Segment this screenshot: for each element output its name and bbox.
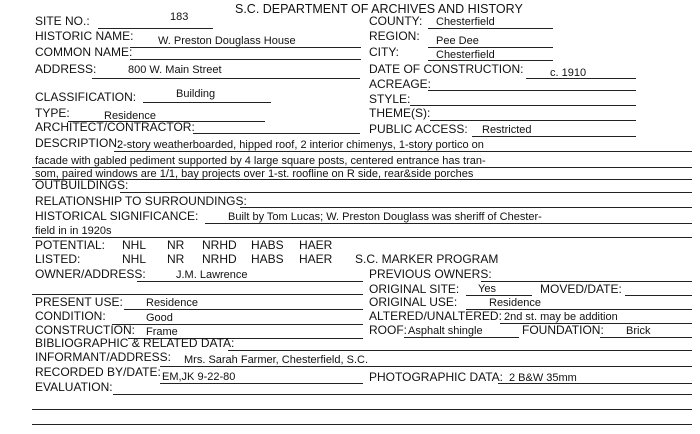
foundation-label: FOUNDATION: xyxy=(522,323,604,337)
original-site-value: Yes xyxy=(478,283,496,295)
description-label: DESCRIPTION: xyxy=(35,136,121,150)
public-access-line xyxy=(472,136,636,137)
owner-address-label: OWNER/ADDRESS: xyxy=(35,267,146,281)
architect-line xyxy=(193,133,360,134)
address-line xyxy=(92,78,360,79)
original-site-line xyxy=(466,295,532,296)
acreage-label: ACREAGE: xyxy=(369,77,432,91)
common-name-line xyxy=(130,59,361,60)
moved-date-label: MOVED/DATE: xyxy=(540,282,622,296)
altered-label: ALTERED/UNALTERED: xyxy=(369,309,502,323)
foundation-value: Brick xyxy=(626,325,651,337)
historical-significance-rule-1 xyxy=(205,223,692,224)
themes-line xyxy=(430,120,636,121)
city-line xyxy=(428,60,553,61)
listed-nr: NR xyxy=(167,252,185,266)
roof-value: Asphalt shingle xyxy=(408,325,483,337)
description-line-3: som, paired windows are 1/1, bay projects over 1-st. roofline on R side, rear&side porches xyxy=(35,168,474,180)
themes-label: THEME(S): xyxy=(369,106,431,120)
description-line-2: facade with gabled pediment supported by 4 large square posts, centered entrance has tran- xyxy=(35,155,486,167)
classification-line xyxy=(143,102,271,103)
foundation-line xyxy=(600,337,692,338)
owner-address-line xyxy=(137,281,363,282)
site-no-value: 183 xyxy=(170,11,189,23)
classification-value: Building xyxy=(176,88,216,100)
roof-label: ROOF: xyxy=(369,323,407,337)
listed-habs: HABS xyxy=(251,252,284,266)
outbuildings-label: OUTBUILDINGS: xyxy=(35,178,129,192)
relationship-line xyxy=(240,207,692,208)
present-use-label: PRESENT USE: xyxy=(35,295,123,309)
original-use-label: ORIGINAL USE: xyxy=(369,295,458,309)
acreage-line xyxy=(428,90,636,91)
county-value: Chesterfield xyxy=(436,16,495,28)
city-label: CITY: xyxy=(369,45,400,59)
moved-date-line xyxy=(625,295,692,296)
photographic-data-line xyxy=(498,383,692,384)
region-value: Pee Dee xyxy=(436,35,479,47)
condition-value: Good xyxy=(146,312,173,324)
outbuildings-line xyxy=(32,179,692,180)
bibliographic-label: BIBLIOGRAPHIC & RELATED DATA: xyxy=(35,336,235,350)
present-use-line xyxy=(124,309,363,310)
public-access-value: Restricted xyxy=(482,124,532,136)
potential-nhl: NHL xyxy=(122,238,147,252)
photographic-data-label: PHOTOGRAPHIC DATA: xyxy=(369,370,504,384)
recorded-by-value: EM,JK 9-22-80 xyxy=(162,371,236,383)
historic-name-value: W. Preston Douglass House xyxy=(158,35,296,47)
form-title: S.C. DEPARTMENT OF ARCHIVES AND HISTORY xyxy=(235,2,523,16)
public-access-label: PUBLIC ACCESS: xyxy=(369,122,468,136)
description-rule-1 xyxy=(114,151,692,152)
site-no-label: SITE NO.: xyxy=(35,14,90,28)
potential-haer: HAER xyxy=(299,238,333,252)
construction-value: Frame xyxy=(146,326,178,338)
previous-owners-label: PREVIOUS OWNERS: xyxy=(369,267,492,281)
outbuildings-rule xyxy=(120,192,692,193)
evaluation-line-3 xyxy=(32,424,692,425)
roof-line xyxy=(404,337,519,338)
marker-program-label: S.C. MARKER PROGRAM xyxy=(355,252,499,266)
date-of-construction-line xyxy=(526,78,636,79)
recorded-by-line xyxy=(160,383,363,384)
date-of-construction-label: DATE OF CONSTRUCTION: xyxy=(369,62,524,76)
bibliographic-line xyxy=(228,350,692,351)
common-name-label: COMMON NAME: xyxy=(35,45,133,59)
listed-nhl: NHL xyxy=(122,252,147,266)
evaluation-label: EVALUATION: xyxy=(35,380,113,394)
evaluation-line xyxy=(113,394,692,395)
potential-nrhd: NRHD xyxy=(202,238,237,252)
region-label: REGION: xyxy=(369,29,420,43)
historical-significance-line-2: field in in 1920s xyxy=(35,225,112,237)
county-label: COUNTY: xyxy=(369,14,423,28)
owner-address-value: J.M. Lawrence xyxy=(176,269,248,281)
historical-significance-label: HISTORICAL SIGNIFICANCE: xyxy=(35,209,199,223)
original-site-label: ORIGINAL SITE: xyxy=(369,282,460,296)
listed-nrhd: NRHD xyxy=(202,252,237,266)
photographic-data-value: 2 B&W 35mm xyxy=(509,372,577,384)
evaluation-line-2 xyxy=(32,409,692,410)
type-value: Residence xyxy=(104,110,156,122)
address-label: ADDRESS: xyxy=(35,62,97,76)
date-of-construction-value: c. 1910 xyxy=(550,67,587,79)
informant-value: Mrs. Sarah Farmer, Chesterfield, S.C. xyxy=(184,354,368,366)
listed-label: LISTED: xyxy=(35,252,81,266)
construction-label: CONSTRUCTION: xyxy=(35,323,135,337)
informant-line xyxy=(160,366,692,367)
description-line-1: 2-story weatherboarded, hipped roof, 2 interior chimenys, 1-story portico on xyxy=(117,139,484,151)
condition-line xyxy=(112,324,363,325)
type-label: TYPE: xyxy=(35,106,70,120)
historic-name-line xyxy=(130,47,361,48)
relationship-label: RELATIONSHIP TO SURROUNDINGS: xyxy=(35,194,247,208)
condition-label: CONDITION: xyxy=(35,309,106,323)
architect-label: ARCHITECT/CONTRACTOR: xyxy=(35,120,195,134)
potential-nr: NR xyxy=(167,238,185,252)
address-value: 800 W. Main Street xyxy=(128,64,222,76)
potential-habs: HABS xyxy=(251,238,284,252)
informant-label: INFORMANT/ADDRESS: xyxy=(35,350,172,364)
classification-label: CLASSIFICATION: xyxy=(35,90,137,104)
region-line xyxy=(428,47,553,48)
style-line xyxy=(410,105,636,106)
potential-label: POTENTIAL: xyxy=(35,238,106,252)
original-use-value: Residence xyxy=(489,297,541,309)
recorded-by-label: RECORDED BY/DATE: xyxy=(35,365,161,379)
listed-haer: HAER xyxy=(299,252,333,266)
altered-value: 2nd st. may be addition xyxy=(504,311,618,323)
city-value: Chesterfield xyxy=(436,49,495,61)
historical-significance-line-1: Built by Tom Lucas; W. Preston Douglass was sheriff of Chester- xyxy=(228,211,542,223)
county-line xyxy=(428,28,553,29)
present-use-value: Residence xyxy=(146,297,198,309)
historic-name-label: HISTORIC NAME: xyxy=(35,29,134,43)
style-label: STYLE: xyxy=(369,92,411,106)
